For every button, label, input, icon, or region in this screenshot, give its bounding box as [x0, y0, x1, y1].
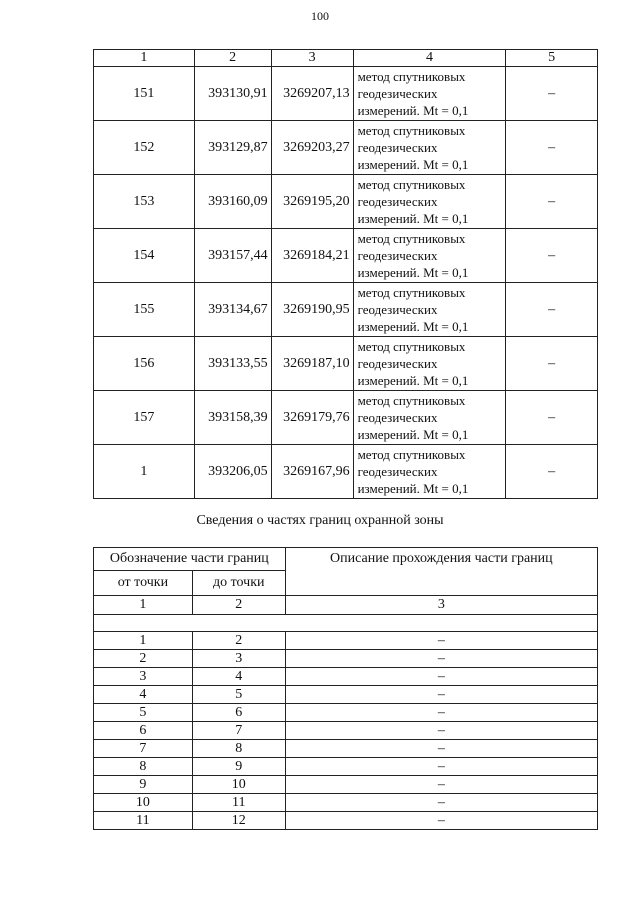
method-cell [353, 67, 506, 121]
from-point-cell: 8 [94, 758, 193, 776]
note-cell: – [506, 175, 598, 229]
from-point-cell: 5 [94, 704, 193, 722]
table-row [94, 229, 598, 283]
point-number-cell: 156 [94, 337, 195, 391]
boundary-designation-header: Обозначение части границ [94, 548, 286, 571]
point-number-cell: 153 [94, 175, 195, 229]
method-cell [353, 121, 506, 175]
y-coordinate-cell: 3269179,76 [271, 391, 353, 445]
method-line: метод спутниковых [357, 339, 466, 354]
x-coordinate-cell: 393206,05 [194, 445, 271, 499]
from-point-cell: 1 [94, 632, 193, 650]
from-point-cell: 2 [94, 650, 193, 668]
method-line: метод спутниковых [357, 69, 466, 84]
y-coordinate-cell: 3269184,21 [271, 229, 353, 283]
column-number-2: 2 [194, 50, 271, 67]
method-line: измерений. Mt = 0,1 [357, 157, 469, 172]
description-cell: – [285, 740, 597, 758]
column-number-1: 1 [94, 50, 195, 67]
to-point-cell: 11 [192, 794, 285, 812]
parts-column-number-1: 1 [94, 596, 193, 615]
note-cell: – [506, 229, 598, 283]
description-cell: – [285, 722, 597, 740]
y-coordinate-cell: 3269203,27 [271, 121, 353, 175]
to-point-cell: 7 [192, 722, 285, 740]
table-row [94, 650, 598, 668]
from-point-cell: 9 [94, 776, 193, 794]
method-line: геодезических [357, 464, 438, 479]
table-row [94, 445, 598, 499]
method-line: геодезических [357, 194, 438, 209]
from-point-cell: 7 [94, 740, 193, 758]
method-line: геодезических [357, 410, 438, 425]
method-line: метод спутниковых [357, 447, 466, 462]
note-cell: – [506, 67, 598, 121]
description-cell: – [285, 776, 597, 794]
column-number-4: 4 [353, 50, 506, 67]
table-row [94, 722, 598, 740]
method-line: измерений. Mt = 0,1 [357, 319, 469, 334]
coordinates-body [94, 67, 598, 499]
x-coordinate-cell: 393160,09 [194, 175, 271, 229]
table-row [94, 794, 598, 812]
parts-column-number-2: 2 [192, 596, 285, 615]
description-cell: – [285, 812, 597, 830]
note-cell: – [506, 121, 598, 175]
description-cell: – [285, 686, 597, 704]
method-line: измерений. Mt = 0,1 [357, 427, 469, 442]
empty-cell [94, 615, 598, 632]
x-coordinate-cell: 393157,44 [194, 229, 271, 283]
description-cell: – [285, 758, 597, 776]
method-line: измерений. Mt = 0,1 [357, 373, 469, 388]
note-cell: – [506, 337, 598, 391]
table-row [94, 391, 598, 445]
method-line: геодезических [357, 302, 438, 317]
method-cell [353, 337, 506, 391]
coordinates-table [93, 49, 598, 499]
section-title: Сведения о частях границ охранной зоны [196, 513, 444, 528]
y-coordinate-cell: 3269190,95 [271, 283, 353, 337]
page-number: 100 [311, 9, 329, 23]
method-cell [353, 175, 506, 229]
to-point-header: до точки [192, 571, 285, 596]
from-point-cell: 11 [94, 812, 193, 830]
boundary-parts-table [93, 547, 598, 830]
method-line: геодезических [357, 248, 438, 263]
method-line: метод спутниковых [357, 123, 466, 138]
y-coordinate-cell: 3269207,13 [271, 67, 353, 121]
method-line: геодезических [357, 356, 438, 371]
to-point-cell: 3 [192, 650, 285, 668]
table-row [94, 283, 598, 337]
from-point-cell: 10 [94, 794, 193, 812]
to-point-cell: 9 [192, 758, 285, 776]
boundary-description-header: Описание прохождения части границ [285, 548, 597, 596]
method-line: измерений. Mt = 0,1 [357, 103, 469, 118]
x-coordinate-cell: 393130,91 [194, 67, 271, 121]
from-point-cell: 6 [94, 722, 193, 740]
point-number-cell: 154 [94, 229, 195, 283]
column-number-5: 5 [506, 50, 598, 67]
to-point-cell: 4 [192, 668, 285, 686]
coordinates-header-row [94, 50, 598, 67]
to-point-cell: 5 [192, 686, 285, 704]
description-cell: – [285, 650, 597, 668]
from-point-header: от точки [94, 571, 193, 596]
point-number-cell: 155 [94, 283, 195, 337]
note-cell: – [506, 283, 598, 337]
table-row [94, 776, 598, 794]
to-point-cell: 12 [192, 812, 285, 830]
point-number-cell: 152 [94, 121, 195, 175]
point-number-cell: 151 [94, 67, 195, 121]
to-point-cell: 8 [192, 740, 285, 758]
method-line: измерений. Mt = 0,1 [357, 265, 469, 280]
description-cell: – [285, 668, 597, 686]
note-cell: – [506, 391, 598, 445]
table-row [94, 121, 598, 175]
method-cell [353, 391, 506, 445]
table-row [94, 632, 598, 650]
method-line: метод спутниковых [357, 393, 466, 408]
method-line: геодезических [357, 86, 438, 101]
y-coordinate-cell: 3269167,96 [271, 445, 353, 499]
note-cell: – [506, 445, 598, 499]
parts-body [94, 632, 598, 830]
to-point-cell: 10 [192, 776, 285, 794]
table-row [94, 740, 598, 758]
from-point-cell: 4 [94, 686, 193, 704]
table-row [94, 704, 598, 722]
description-cell: – [285, 632, 597, 650]
table-row [94, 686, 598, 704]
parts-column-number-3: 3 [285, 596, 597, 615]
point-number-cell: 157 [94, 391, 195, 445]
method-cell [353, 445, 506, 499]
point-number-cell: 1 [94, 445, 195, 499]
table-row [94, 175, 598, 229]
y-coordinate-cell: 3269187,10 [271, 337, 353, 391]
x-coordinate-cell: 393134,67 [194, 283, 271, 337]
parts-column-numbers-row [94, 596, 598, 615]
table-row [94, 668, 598, 686]
method-line: измерений. Mt = 0,1 [357, 211, 469, 226]
table-row [94, 337, 598, 391]
parts-empty-row [94, 615, 598, 632]
x-coordinate-cell: 393129,87 [194, 121, 271, 175]
from-point-cell: 3 [94, 668, 193, 686]
to-point-cell: 2 [192, 632, 285, 650]
method-line: метод спутниковых [357, 285, 466, 300]
x-coordinate-cell: 393158,39 [194, 391, 271, 445]
table-row [94, 812, 598, 830]
method-line: геодезических [357, 140, 438, 155]
method-line: метод спутниковых [357, 231, 466, 246]
x-coordinate-cell: 393133,55 [194, 337, 271, 391]
y-coordinate-cell: 3269195,20 [271, 175, 353, 229]
to-point-cell: 6 [192, 704, 285, 722]
parts-header-row [94, 548, 598, 571]
method-cell [353, 229, 506, 283]
description-cell: – [285, 794, 597, 812]
method-line: метод спутниковых [357, 177, 466, 192]
table-row [94, 758, 598, 776]
description-cell: – [285, 704, 597, 722]
method-line: измерений. Mt = 0,1 [357, 481, 469, 496]
table-row [94, 67, 598, 121]
method-cell [353, 283, 506, 337]
column-number-3: 3 [271, 50, 353, 67]
